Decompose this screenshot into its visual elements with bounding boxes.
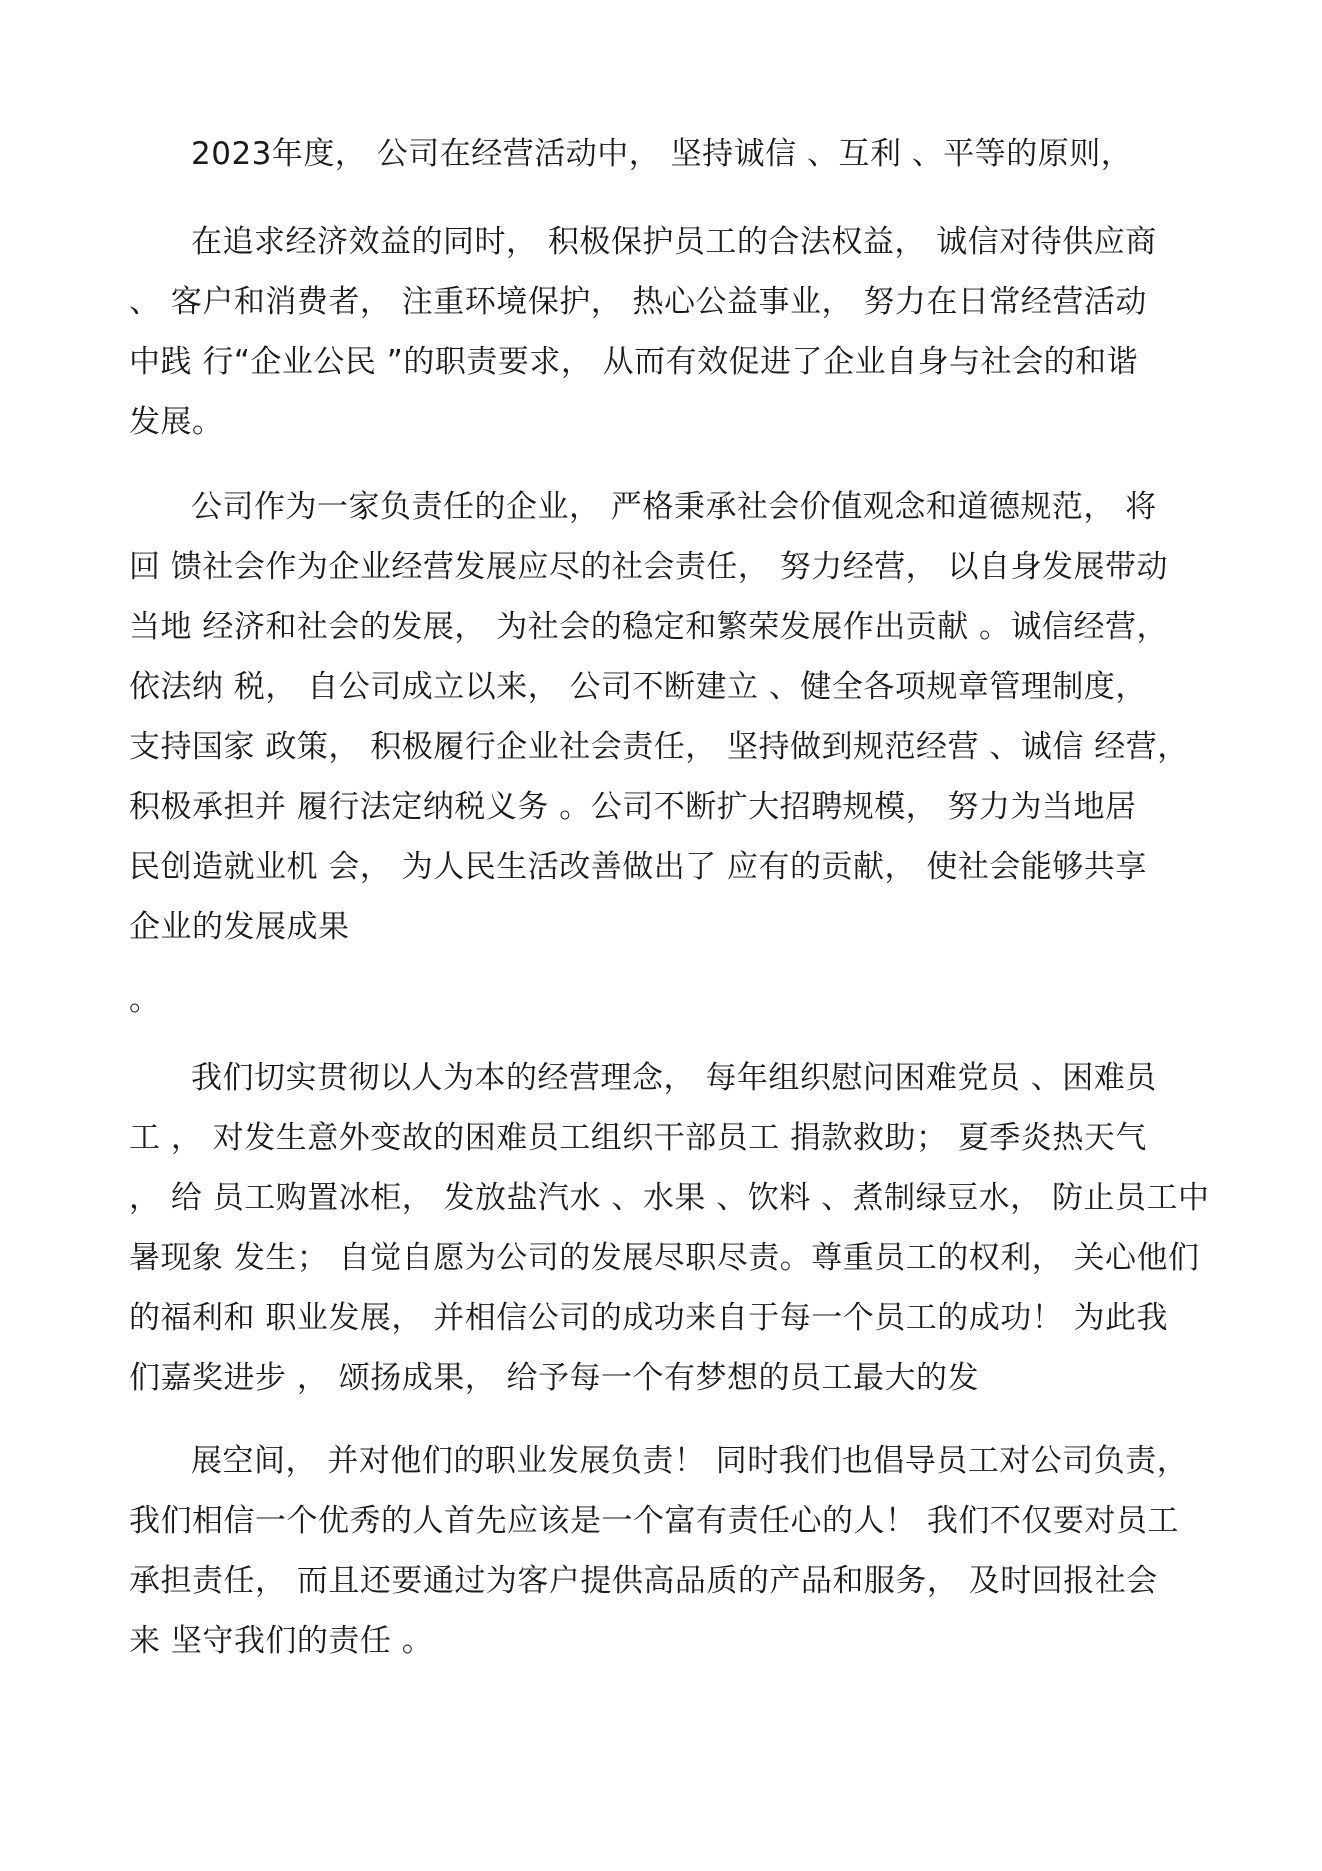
text-line: 支持国家 政策， 积极履行企业社会责任， 坚持做到规范经营 、诚信 经营， xyxy=(129,729,1189,765)
paragraph-1 xyxy=(129,124,1199,184)
text-line: 企业的发展成果 xyxy=(129,909,350,945)
text-line: 我们切实贯彻以人为本的经营理念， 每年组织慰问困难党员 、困难员 xyxy=(191,1060,1157,1096)
text-line: 发展。 xyxy=(129,404,224,440)
text-line: 承担责任， 而且还要通过为客户提供高品质的产品和服务， 及时回报社会 xyxy=(129,1563,1158,1599)
text-line: 展空间， 并对他们的职业发展负责！ 同时我们也倡导员工对公司负责， xyxy=(191,1443,1189,1479)
text-line: 工 ， 对发生意外变故的困难员工组织干部员工 捐款救助； 夏季炎热天气 xyxy=(129,1120,1147,1156)
text-line: ， 给 员工购置冰柜， 发放盐汽水 、水果 、饮料 、煮制绿豆水， 防止员工中 xyxy=(129,1180,1210,1216)
text-line: 的福利和 职业发展， 并相信公司的成功来自于每一个员工的成功！ 为此我 xyxy=(129,1300,1169,1336)
text-line: 在追求经济效益的同时， 积极保护员工的合法权益， 诚信对待供应商 xyxy=(191,224,1157,260)
text-line: 们嘉奖进步 ， 颂扬成果， 给予每一个有梦想的员工最大的发 xyxy=(129,1360,980,1396)
text-line: 暑现象 发生； 自觉自愿为公司的发展尽职尽责。尊重员工的权利， 关心他们 xyxy=(129,1240,1200,1276)
text-line: 积极承担并 履行法定纳税义务 。公司不断扩大招聘规模， 努力为当地居 xyxy=(129,789,1137,825)
text-line: 回 馈社会作为企业经营发展应尽的社会责任， 努力经营， 以自身发展带动 xyxy=(129,549,1169,585)
text-line: 依法纳 税， 自公司成立以来， 公司不断建立 、健全各项规章管理制度， xyxy=(129,669,1147,705)
text-line: 。 xyxy=(129,982,161,1018)
text-line: 中践 行“企业公民 ”的职责要求， 从而有效促进了企业自身与社会的和谐 xyxy=(129,344,1139,380)
paragraph-5 xyxy=(129,1048,1210,1408)
text-line: 民创造就业机 会， 为人民生活改善做出了 应有的贡献， 使社会能够共享 xyxy=(129,849,1147,885)
text-line: 我们相信一个优秀的人首先应该是一个富有责任心的人！ 我们不仅要对员工 xyxy=(129,1503,1179,1539)
text-line: 来 坚守我们的责任 。 xyxy=(129,1623,434,1659)
text-line: 、 客户和消费者， 注重环境保护， 热心公益事业， 努力在日常经营活动 xyxy=(129,284,1147,320)
text-line: 当地 经济和社会的发展， 为社会的稳定和繁荣发展作出贡献 。诚信经营， xyxy=(129,609,1169,645)
text-line: 2023年度， 公司在经营活动中， 坚持诚信 、互利 、平等的原则， xyxy=(191,136,1133,172)
paragraph-4 xyxy=(129,970,1199,1030)
text-line: 公司作为一家负责任的企业， 严格秉承社会价值观念和道德规范， 将 xyxy=(191,489,1157,525)
paragraph-3 xyxy=(129,477,1199,957)
paragraph-6 xyxy=(129,1431,1199,1671)
paragraph-2 xyxy=(129,212,1199,452)
